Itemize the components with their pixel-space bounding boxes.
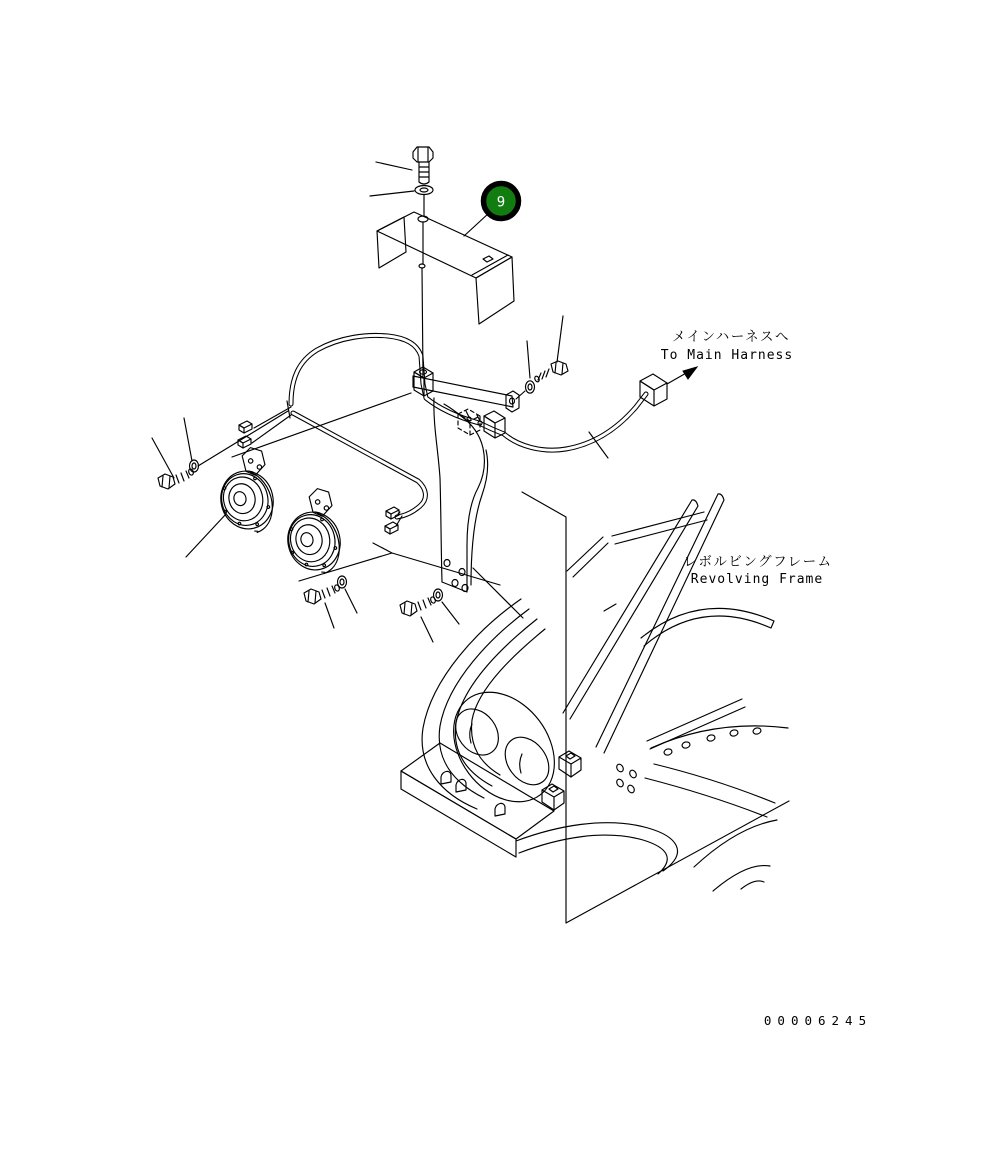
right-bolt-icon: [526, 361, 569, 393]
part-number: 00006245: [763, 1013, 873, 1028]
revolving-frame-label-en: Revolving Frame: [690, 572, 824, 587]
left-washer-icon: [190, 460, 199, 472]
main-harness-label-en: To Main Harness: [660, 348, 794, 363]
leader-lines: [152, 162, 608, 642]
wiring-harness: [252, 335, 646, 526]
main-harness-label-jp: メインハーネスへ: [671, 329, 791, 345]
harness-connector: [640, 374, 667, 406]
main-harness-arrow: [667, 367, 697, 384]
left-bolt-icon: [158, 468, 194, 489]
bottom-bolt-1: [304, 576, 347, 604]
horn-front: [210, 445, 281, 539]
callout-9: [464, 184, 519, 237]
top-bolt-icon: [413, 147, 433, 184]
callout-number: 9: [496, 194, 506, 211]
bottom-bolt-2: [400, 589, 443, 616]
horn-rear: [277, 486, 348, 580]
revolving-frame-label-jp: レボルビングフレーム: [683, 554, 833, 570]
cover-plate: [377, 212, 514, 324]
arrowhead-icon: [683, 367, 697, 379]
